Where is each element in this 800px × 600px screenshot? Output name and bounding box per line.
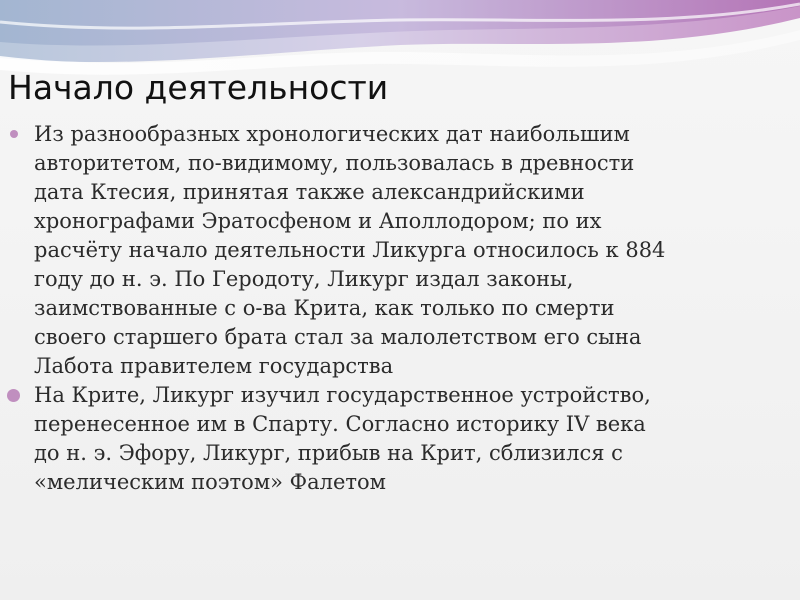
bullet-paragraph-1 bbox=[34, 120, 774, 381]
circle-bullet-icon bbox=[7, 389, 20, 402]
paragraph-2-line-2: перенесенное им в Спарту. Согласно историку IV века bbox=[34, 412, 646, 436]
paragraph-1-line-8: своего старшего брата стал за малолетством его сына bbox=[34, 325, 642, 349]
paragraph-1-line-5: расчёту начало деятельности Ликурга относилось к 884 bbox=[34, 238, 666, 262]
paragraph-1-line-2: авторитетом, по-видимому, пользовалась в древности bbox=[34, 151, 635, 175]
paragraph-1-line-4: хронографами Эратосфеном и Аполлодором; по их bbox=[34, 209, 602, 233]
paragraph-2-line-4: «мелическим поэтом» Фалетом bbox=[34, 470, 386, 494]
paragraph-2-line-3: до н. э. Эфору, Ликург, прибыв на Крит, сблизился с bbox=[34, 441, 623, 465]
paragraph-2-line-1: На Крите, Ликург изучил государственное устройство, bbox=[34, 383, 651, 407]
paragraph-1-line-6: году до н. э. По Геродоту, Ликург издал законы, bbox=[34, 267, 574, 291]
paragraph-1-line-3: дата Ктесия, принятая также александрийскими bbox=[34, 180, 585, 204]
bullet-paragraph-2 bbox=[34, 381, 774, 497]
dot-bullet-icon bbox=[10, 130, 18, 138]
slide-body bbox=[34, 120, 774, 497]
paragraph-1-line-1: Из разнообразных хронологических дат наибольшим bbox=[34, 122, 630, 146]
slide-title: Начало деятельности bbox=[8, 68, 389, 107]
paragraph-1-line-7: заимствованные с о-ва Крита, как только по смерти bbox=[34, 296, 615, 320]
paragraph-1-line-9: Лабота правителем государства bbox=[34, 354, 394, 378]
